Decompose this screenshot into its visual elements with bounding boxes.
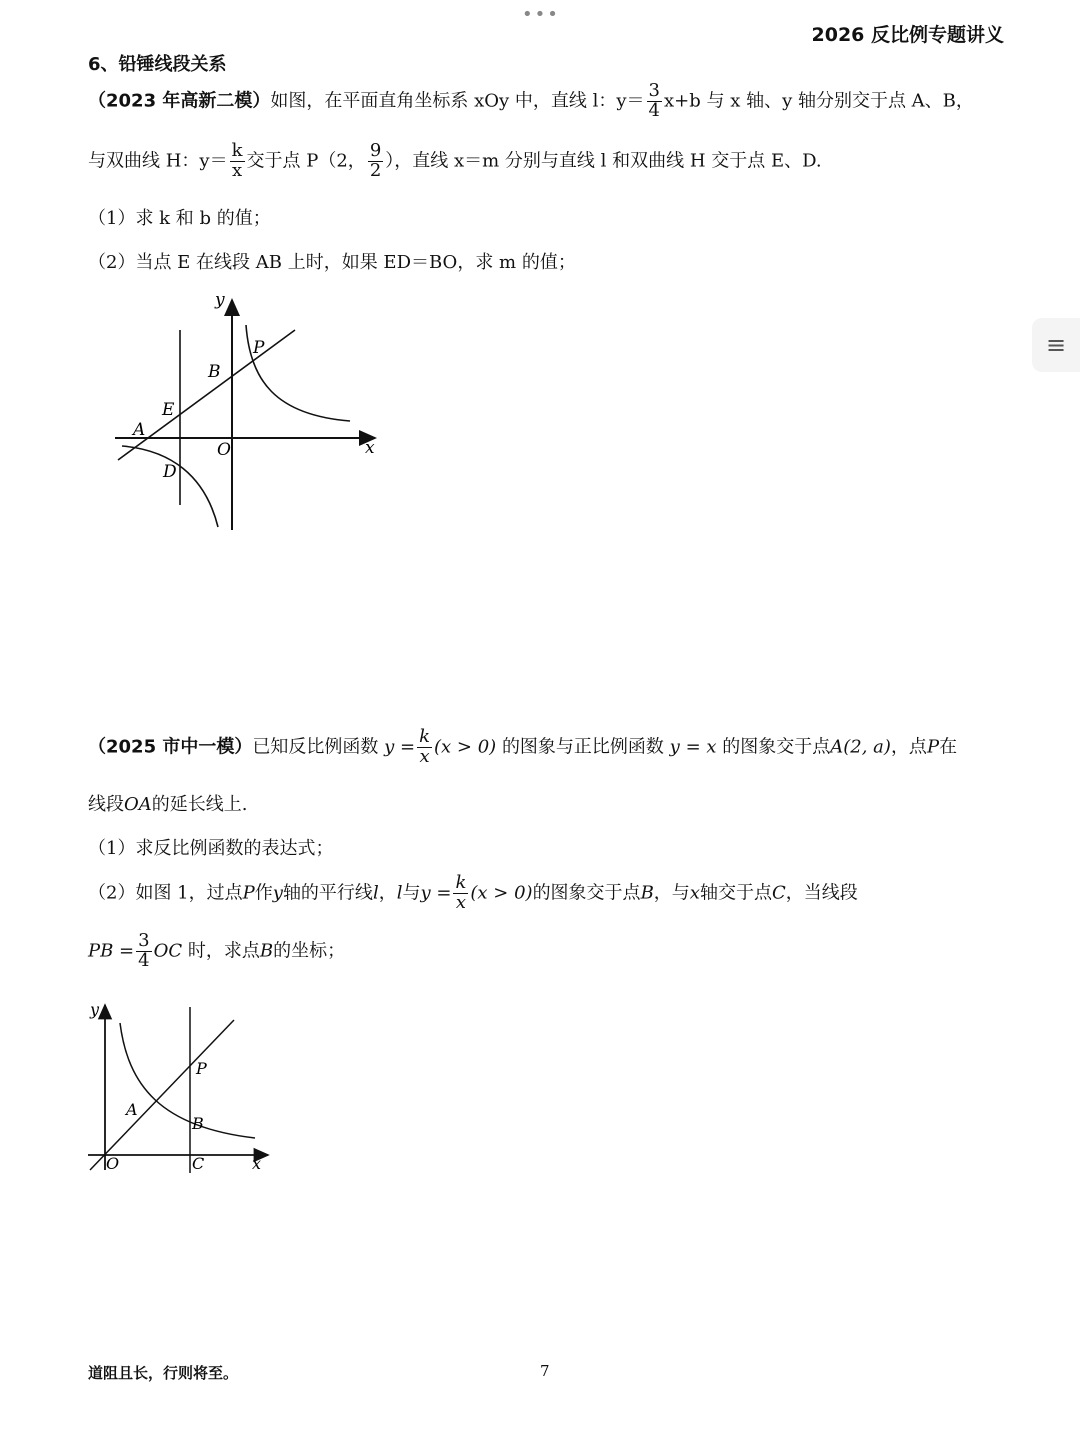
menu-icon: ≡ [1045,331,1067,359]
fraction: $\frac{3}{4}$ [648,80,660,121]
fraction: $\frac{k}{x}$ [419,726,431,767]
problem2-question1: （1）求反比例函数的表达式； [88,838,334,859]
label-B: B [208,362,221,382]
problem1-source: （2023 年高新二模） [88,90,271,112]
problem1-question1: （1）求 k 和 b 的值； [88,208,271,229]
label-x: x [252,1154,262,1173]
problem1-figure [100,285,390,535]
document-title: 2026 反比例专题讲义 [811,24,1004,46]
problem2-line1: （2025 市中一模）已知反比例函数 y = $\frac{k}{x}$ (x > 0) 的图象与正比例函数 y = x 的图象交于点A(2, a)，点P在 [88,726,958,767]
fraction: $\frac{3}{4}$ [138,930,150,971]
label-P: P [253,338,265,358]
problem1-question2: （2）当点 E 在线段 AB 上时，如果 ED＝BO，求 m 的值； [88,252,576,273]
label-B: B [192,1114,204,1133]
label-D: D [163,462,177,482]
problem1-line2: 与双曲线 H：y＝ $\frac{k}{x}$ 交于点 P（2， $\frac{9}{2}$ ），直线 x＝m 分别与直线 l 和双曲线 H 交于点 E、D. [88,140,822,181]
line-l [118,330,295,460]
problem2-question2: （2）如图 1，过点P作y轴的平行线l，l与y = $\frac{k}{x}$ (x > 0)的图象交于点B，与x轴交于点C，当线段 [88,872,858,913]
line-y-eq-x [90,1020,234,1170]
label-y: y [215,290,225,310]
label-A: A [133,420,146,440]
fraction: $\frac{k}{x}$ [455,872,467,913]
label-O: O [106,1154,120,1173]
label-A: A [126,1100,138,1119]
problem2-figure [80,995,280,1180]
side-menu-button[interactable] [1032,318,1080,372]
label-x: x [365,438,375,458]
problem2-source: （2025 市中一模） [88,736,253,758]
label-y: y [90,1000,100,1019]
label-O: O [217,440,231,460]
hyperbola-curve [120,1023,255,1138]
problem1-line1: （2023 年高新二模）如图，在平面直角坐标系 xOy 中，直线 l：y＝ $\frac{3}{4}$ x+b 与 x 轴、y 轴分别交于点 A、B， [88,80,974,121]
label-P: P [196,1059,207,1078]
problem2-question2-line2: PB = $\frac{3}{4}$ OC 时，求点B的坐标； [88,930,346,971]
label-E: E [162,400,175,420]
more-dots-icon[interactable]: ••• [522,4,560,25]
section-title: 6、铅锤线段关系 [88,54,227,75]
label-C: C [192,1154,205,1173]
problem2-line2: 线段OA的延长线上. [88,794,248,815]
fraction: $\frac{k}{x}$ [231,140,243,181]
fraction: $\frac{9}{2}$ [369,140,382,181]
page-number: 7 [540,1362,550,1380]
footer-motto: 道阻且长，行则将至。 [88,1364,239,1382]
hyperbola-branch-3 [122,446,218,527]
